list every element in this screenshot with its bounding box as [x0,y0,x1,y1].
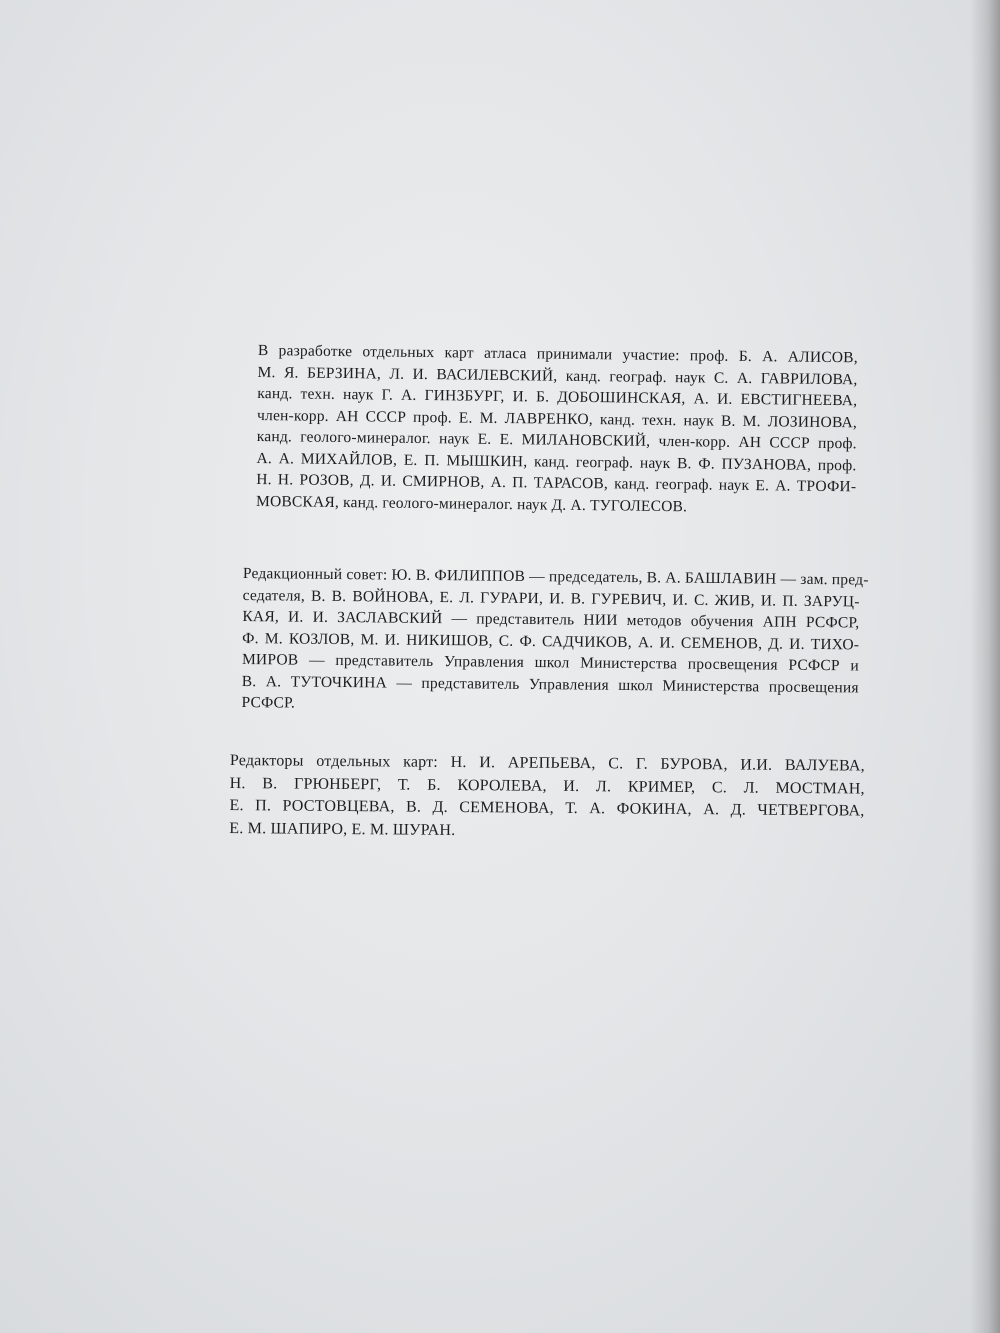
text-line: В. А. ТУТОЧКИНА — представитель Управления школ Министерства просвещения [241,672,859,696]
text-line: МОВСКАЯ, канд. геолого-минералог. наук Д. А. ТУГОЛЕСОВ. [255,492,688,515]
text-line: КАЯ, И. И. ЗАСЛАВСКИЙ — представитель НИИ методов обучения АПН РСФСР, [242,607,860,632]
page-edge-shadow [970,0,1000,1333]
text-line: Е. М. ШАПИРО, Е. М. ШУРАН. [229,819,456,839]
text-line: Н. Н. РОЗОВ, Д. И. СМИРНОВ, А. П. ТАРАСОВ, канд. географ. наук Е. А. ТРОФИ- [256,470,857,496]
text-line: Н. В. ГРЮНБЕРГ, Т. Б. КОРОЛЕВА, И. Л. КРИМЕР, С. Л. МОСТМАН, [229,774,865,798]
map-editors-paragraph [229,750,865,846]
text-line: В разработке отдельных карт атласа принимали участие: проф. Б. А. АЛИСОВ, [257,341,858,367]
text-line: М. Я. БЕРЗИНА, Л. И. ВАСИЛЕВСКИЙ, канд. географ. наук С. А. ГАВРИЛОВА, [257,363,858,388]
text-line: седателя, В. В. ВОЙНОВА, Е. Л. ГУРАРИ, И. В. ГУРЕВИЧ, И. С. ЖИВ, И. П. ЗАРУЦ- [242,586,860,610]
contributors-paragraph [256,340,858,519]
text-line: РСФСР. [241,693,296,712]
text-line: Редакторы отдельных карт: Н. И. АРЕПЬЕВА, С. Г. БУРОВА, И.И. ВАЛУЕВА, [229,751,865,775]
text-line: Редакционный совет: Ю. В. ФИЛИППОВ — председатель, В. А. БАШЛАВИН — зам. пред- [242,564,869,589]
text-line: А. А. МИХАЙЛОВ, Е. П. МЫШКИН, канд. географ. наук В. Ф. ПУЗАНОВА, проф. [256,449,857,474]
text-line: Е. П. РОСТОВЦЕВА, В. Д. СЕМЕНОВА, Т. А. ФОКИНА, А. Д. ЧЕТВЕРГОВА, [229,796,865,820]
text-line: МИРОВ — представитель Управления школ Министерства просвещения РСФСР и [241,650,860,675]
text-line: канд. геолого-минералог. наук Е. Е. МИЛАНОВСКИЙ, член-корр. АН СССР проф. [256,427,857,453]
text-line: Ф. М. КОЗЛОВ, М. И. НИКИШОВ, С. Ф. САДЧИКОВ, А. И. СЕМЕНОВ, Д. И. ТИХО- [242,629,860,653]
text-line: канд. техн. наук Г. А. ГИНЗБУРГ, И. Б. ДОБОШИНСКАЯ, А. И. ЕВСТИГНЕЕВА, [257,384,858,410]
text-line: член-корр. АН СССР проф. Е. М. ЛАВРЕНКО, канд. техн. наук В. М. ЛОЗИНОВА, [256,406,858,431]
editorial-board-paragraph [241,563,869,720]
